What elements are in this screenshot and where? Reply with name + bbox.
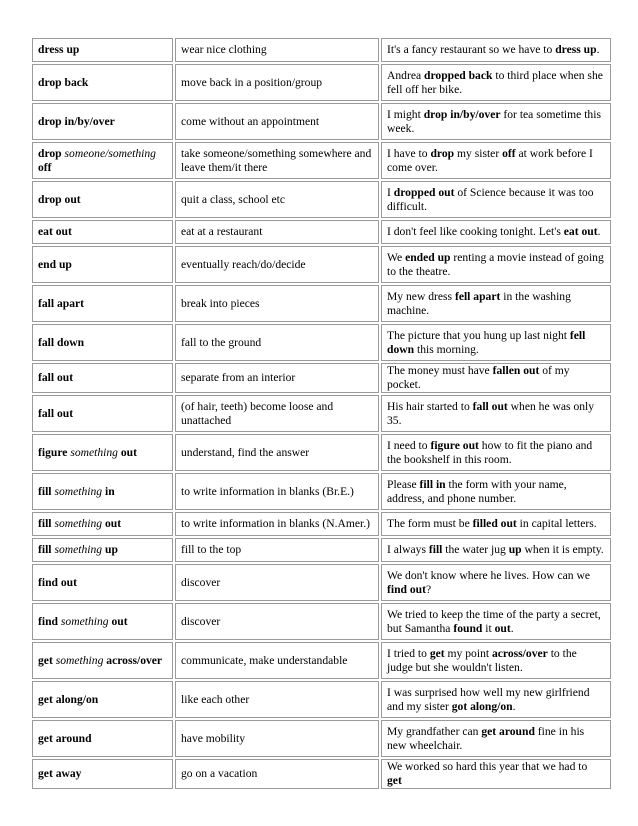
bold-text: get	[38, 653, 56, 667]
table-row	[32, 220, 611, 244]
meaning-cell: fall to the ground	[175, 324, 379, 361]
table-row	[32, 395, 611, 432]
phrasal-verb-cell	[32, 181, 173, 218]
meaning-cell: like each other	[175, 681, 379, 718]
example-cell	[381, 642, 611, 679]
phrasal-verb-cell	[32, 564, 173, 601]
text-run: renting a movie instead of going to the theatre.	[387, 250, 604, 278]
text-run: We tried to keep the time of the party a secret, but Samantha	[387, 607, 601, 635]
text-run: The picture that you hung up last night	[387, 328, 570, 342]
text-run: I have to	[387, 146, 431, 160]
bold-text: drop out	[38, 192, 81, 206]
bold-text: out	[108, 614, 128, 628]
text-run: at work before I come over.	[387, 146, 593, 174]
meaning-cell: separate from an interior	[175, 363, 379, 393]
meaning-cell: break into pieces	[175, 285, 379, 322]
example-cell	[381, 603, 611, 640]
phrasal-verb-cell	[32, 246, 173, 283]
text-run: We worked so hard this year that we had to	[387, 760, 588, 773]
table-row	[32, 538, 611, 562]
phrasal-verb-cell	[32, 324, 173, 361]
bold-text: find out	[38, 575, 77, 589]
text-run: my sister	[454, 146, 503, 160]
text-run: this morning.	[414, 342, 479, 356]
bold-text: fall out	[472, 399, 508, 413]
text-run: It's a fancy restaurant so we have to	[387, 43, 556, 56]
text-run: My new dress	[387, 289, 455, 303]
meaning-cell: quit a class, school etc	[175, 181, 379, 218]
phrasal-verb-cell	[32, 434, 173, 471]
bold-text: find	[38, 614, 61, 628]
meaning-cell: fill to the top	[175, 538, 379, 562]
example-cell	[381, 220, 611, 244]
italic-text: something	[54, 484, 103, 498]
example-cell	[381, 512, 611, 536]
example-cell	[381, 181, 611, 218]
bold-text: fell down	[387, 328, 586, 356]
example-cell	[381, 720, 611, 757]
example-cell	[381, 434, 611, 471]
meaning-cell: go on a vacation	[175, 759, 379, 789]
text-run: when it is empty.	[521, 543, 604, 556]
phrasal-verb-cell	[32, 603, 173, 640]
example-cell	[381, 285, 611, 322]
phrasal-verb-cell	[32, 720, 173, 757]
bold-text: dress up	[555, 43, 597, 56]
bold-text: get around	[38, 731, 92, 745]
meaning-cell: understand, find the answer	[175, 434, 379, 471]
example-cell	[381, 324, 611, 361]
example-cell	[381, 363, 611, 393]
text-run: the form with your name, address, and phone number.	[387, 477, 567, 505]
bold-text: figure out	[430, 438, 479, 452]
meaning-cell: eat at a restaurant	[175, 220, 379, 244]
example-cell	[381, 473, 611, 510]
bold-text: dropped out	[393, 185, 455, 199]
bold-text: end up	[38, 257, 72, 271]
text-run: my point	[444, 646, 492, 660]
table-row	[32, 103, 611, 140]
text-run: Andrea	[387, 68, 425, 82]
example-cell	[381, 759, 611, 789]
bold-text: found	[453, 621, 483, 635]
phrasal-verb-cell	[32, 642, 173, 679]
example-cell	[381, 246, 611, 283]
text-run: The form must be	[387, 517, 473, 530]
example-cell	[381, 64, 611, 101]
bold-text: eat out	[38, 225, 72, 238]
bold-text: out	[117, 445, 137, 459]
text-run: I tried to	[387, 646, 430, 660]
table-row	[32, 38, 611, 62]
table-row	[32, 181, 611, 218]
table-row	[32, 64, 611, 101]
text-run: to third place when she fell off her bike.	[387, 68, 603, 96]
table-row	[32, 363, 611, 393]
bold-text: out	[494, 621, 511, 635]
bold-text: fallen out	[492, 364, 540, 377]
bold-text: drop in/by/over	[423, 107, 501, 121]
meaning-cell: discover	[175, 564, 379, 601]
text-run: for tea sometime this week.	[387, 107, 601, 135]
phrasal-verb-cell	[32, 103, 173, 140]
table-row	[32, 759, 611, 789]
table-row	[32, 324, 611, 361]
example-cell	[381, 538, 611, 562]
phrasal-verb-cell	[32, 363, 173, 393]
text-run: the water jug	[442, 543, 509, 556]
text-run: I always	[387, 543, 429, 556]
text-run: My grandfather can	[387, 724, 482, 738]
bold-text: filled out	[472, 517, 517, 530]
text-run: Please	[387, 477, 420, 491]
table-row	[32, 285, 611, 322]
bold-text: fill in	[419, 477, 446, 491]
italic-text: something	[54, 543, 103, 556]
table-row	[32, 681, 611, 718]
text-run: .	[597, 225, 601, 238]
bold-text: off	[502, 146, 516, 160]
table-body	[32, 38, 611, 789]
phrasal-verb-cell	[32, 64, 173, 101]
example-cell	[381, 142, 611, 179]
example-cell	[381, 681, 611, 718]
phrasal-verb-cell	[32, 473, 173, 510]
text-run: We don't know where he lives. How can we	[387, 568, 591, 582]
italic-text: something	[60, 614, 109, 628]
bold-text: fell apart	[454, 289, 501, 303]
table-row	[32, 720, 611, 757]
text-run: I don't feel like cooking tonight. Let's	[387, 225, 564, 238]
bold-text: dropped back	[424, 68, 493, 82]
bold-text: get	[387, 774, 402, 787]
phrasal-verb-cell	[32, 285, 173, 322]
meaning-cell: communicate, make understandable	[175, 642, 379, 679]
text-run: to the judge but she wouldn't listen.	[387, 646, 577, 674]
meaning-cell: have mobility	[175, 720, 379, 757]
text-run: fine in his new wheelchair.	[387, 724, 585, 752]
bold-text: get	[429, 646, 445, 660]
italic-text: something	[54, 517, 103, 530]
text-run: in the washing machine.	[387, 289, 571, 317]
bold-text: get around	[481, 724, 535, 738]
meaning-cell: come without an appointment	[175, 103, 379, 140]
table-row	[32, 603, 611, 640]
phrasal-verb-cell	[32, 38, 173, 62]
text-run: in capital letters.	[516, 517, 597, 530]
table-row	[32, 564, 611, 601]
bold-text: find out	[387, 582, 426, 596]
text-run: .	[596, 43, 600, 56]
example-cell	[381, 103, 611, 140]
example-cell	[381, 564, 611, 601]
text-run: .	[510, 621, 514, 635]
text-run: I need to	[387, 438, 431, 452]
phrasal-verbs-table	[30, 36, 613, 791]
bold-text: fill	[38, 517, 55, 530]
table-row	[32, 473, 611, 510]
table-row	[32, 434, 611, 471]
bold-text: dress up	[38, 43, 80, 56]
bold-text: ended up	[405, 250, 451, 264]
phrasal-verb-cell	[32, 220, 173, 244]
phrasal-verb-cell	[32, 395, 173, 432]
bold-text: fill	[428, 543, 443, 556]
italic-text: someone/something	[64, 146, 156, 160]
bold-text: figure	[38, 445, 71, 459]
phrasal-verb-cell	[32, 142, 173, 179]
text-run: We	[387, 250, 406, 264]
text-run: it	[482, 621, 495, 635]
bold-text: fall apart	[38, 296, 85, 310]
text-run: The money must have	[387, 364, 493, 377]
bold-text: in	[102, 484, 115, 498]
bold-text: get away	[38, 767, 82, 780]
phrasal-verb-cell	[32, 538, 173, 562]
text-run: of Science because it was too difficult.	[387, 185, 594, 213]
bold-text: got along/on	[451, 699, 513, 713]
table-row	[32, 142, 611, 179]
bold-text: drop	[38, 146, 65, 160]
meaning-cell: wear nice clothing	[175, 38, 379, 62]
bold-text: fall out	[38, 406, 74, 420]
text-run: when he was only 35.	[387, 399, 595, 427]
bold-text: get along/on	[38, 692, 99, 706]
meaning-cell: to write information in blanks (N.Amer.)	[175, 512, 379, 536]
bold-text: across/over	[491, 646, 548, 660]
bold-text: fill	[38, 484, 55, 498]
text-run: I	[387, 185, 394, 199]
italic-text: something	[55, 653, 104, 667]
bold-text: across/over	[103, 653, 163, 667]
example-cell	[381, 38, 611, 62]
table-row	[32, 642, 611, 679]
text-run: His hair started to	[387, 399, 473, 413]
table-row	[32, 246, 611, 283]
meaning-cell: move back in a position/group	[175, 64, 379, 101]
bold-text: up	[508, 543, 522, 556]
phrasal-verb-cell	[32, 681, 173, 718]
bold-text: fill	[38, 543, 55, 556]
example-cell	[381, 395, 611, 432]
phrasal-verb-cell	[32, 512, 173, 536]
meaning-cell: eventually reach/do/decide	[175, 246, 379, 283]
meaning-cell: to write information in blanks (Br.E.)	[175, 473, 379, 510]
meaning-cell: discover	[175, 603, 379, 640]
text-run: of my pocket.	[387, 364, 570, 391]
italic-text: something	[70, 445, 118, 459]
table-row	[32, 512, 611, 536]
phrasal-verb-cell	[32, 759, 173, 789]
meaning-cell: (of hair, teeth) become loose and unattached	[175, 395, 379, 432]
text-run: I was surprised how well my new girlfriend and my sister	[387, 685, 590, 713]
bold-text: out	[102, 517, 122, 530]
text-run: .	[512, 699, 516, 713]
text-run: I might	[387, 107, 424, 121]
bold-text: drop in/by/over	[38, 114, 115, 128]
text-run: ?	[425, 582, 432, 596]
bold-text: drop	[430, 146, 455, 160]
bold-text: up	[102, 543, 118, 556]
bold-text: off	[38, 160, 52, 174]
bold-text: fall out	[38, 371, 74, 384]
bold-text: drop back	[38, 75, 89, 89]
meaning-cell: take someone/something somewhere and leave them/it there	[175, 142, 379, 179]
bold-text: eat out	[563, 225, 598, 238]
text-run: how to fit the piano and the bookshelf in this room.	[387, 438, 593, 466]
bold-text: fall down	[38, 335, 85, 349]
